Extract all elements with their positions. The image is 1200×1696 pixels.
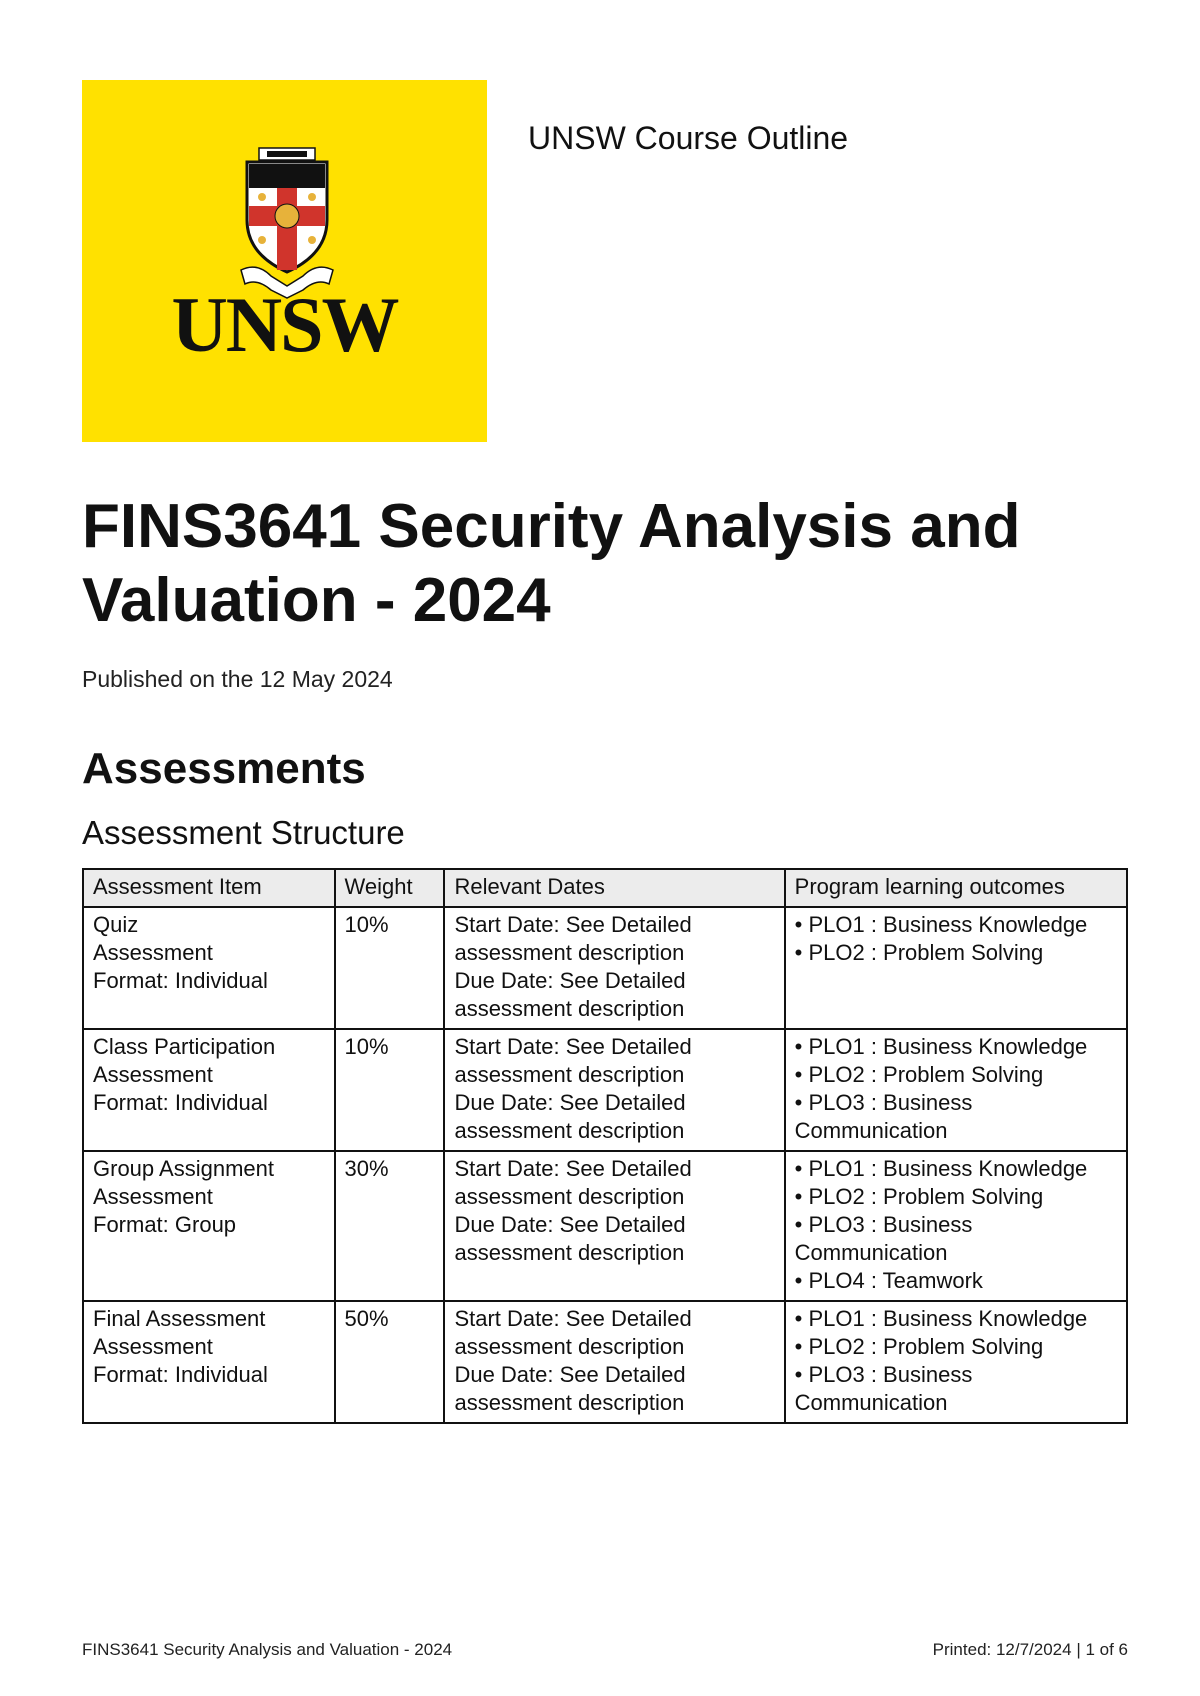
page-title: FINS3641 Security Analysis and Valuation - 2024 — [82, 492, 1021, 635]
cell-line: Format: Individual — [93, 1362, 268, 1387]
cell-line: Quiz — [93, 912, 139, 937]
table-row — [83, 1301, 1127, 1423]
cell-line: Format: Group — [93, 1212, 237, 1237]
logo-wordmark: UNSW — [171, 281, 398, 368]
footer-printed-info: Printed: 12/7/2024 | 1 of 6 — [932, 1640, 1128, 1659]
cell-line: • PLO4 : Teamwork — [794, 1268, 983, 1293]
table-row — [83, 1151, 1127, 1301]
weight-cell: 10% — [335, 907, 445, 1029]
cell-line: Communication — [794, 1390, 948, 1415]
dates-cell — [444, 1151, 784, 1301]
dates-cell — [444, 1029, 784, 1151]
column-header: Assessment Item — [83, 869, 335, 907]
cell-line: • PLO1 : Business Knowledge — [794, 1156, 1088, 1181]
cell-line: Due Date: See Detailed — [454, 1362, 686, 1387]
cell-line: • PLO2 : Problem Solving — [794, 1334, 1044, 1359]
cell-line: assessment description — [454, 1062, 685, 1087]
table-header-row — [83, 869, 1127, 907]
cell-line: assessment description — [454, 1390, 685, 1415]
outcomes-cell — [785, 1151, 1127, 1301]
cell-line: assessment description — [454, 1240, 685, 1265]
cell-line: Class Participation — [93, 1034, 276, 1059]
course-outline-label: UNSW Course Outline — [528, 120, 849, 156]
cell-line: • PLO1 : Business Knowledge — [794, 1034, 1088, 1059]
weight-cell: 10% — [335, 1029, 445, 1151]
cell-line: assessment description — [454, 996, 685, 1021]
assessment-item-cell — [83, 1029, 335, 1151]
cell-line: Final Assessment — [93, 1306, 266, 1331]
cell-line: Due Date: See Detailed — [454, 1090, 686, 1115]
cell-line: • PLO2 : Problem Solving — [794, 940, 1044, 965]
cell-line: Communication — [794, 1240, 948, 1265]
cell-line: • PLO2 : Problem Solving — [794, 1184, 1044, 1209]
assessment-item-cell — [83, 1301, 335, 1423]
cell-line: Assessment — [93, 1062, 213, 1087]
cell-line: • PLO3 : Business — [794, 1212, 973, 1237]
table-row — [83, 1029, 1127, 1151]
cell-line: Assessment — [93, 1334, 213, 1359]
assessments-heading: Assessments — [82, 744, 366, 793]
cell-line: Start Date: See Detailed — [454, 1034, 692, 1059]
cell-line: assessment description — [454, 1334, 685, 1359]
assessment-table — [82, 868, 1128, 1424]
cell-line: • PLO2 : Problem Solving — [794, 1062, 1044, 1087]
cell-line: • PLO1 : Business Knowledge — [794, 1306, 1088, 1331]
cell-line: Due Date: See Detailed — [454, 1212, 686, 1237]
cell-line: • PLO3 : Business — [794, 1362, 973, 1387]
published-date: Published on the 12 May 2024 — [82, 666, 393, 692]
cell-line: Communication — [794, 1118, 948, 1143]
assessment-structure-heading: Assessment Structure — [82, 814, 405, 851]
cell-line: assessment description — [454, 1184, 685, 1209]
dates-cell — [444, 1301, 784, 1423]
cell-line: Format: Individual — [93, 968, 268, 993]
outcomes-cell — [785, 907, 1127, 1029]
crest-icon — [237, 142, 337, 302]
column-header: Weight — [335, 869, 445, 907]
table-row — [83, 907, 1127, 1029]
cell-line: • PLO1 : Business Knowledge — [794, 912, 1088, 937]
assessment-item-cell — [83, 1151, 335, 1301]
column-header: Relevant Dates — [444, 869, 784, 907]
cell-line: Start Date: See Detailed — [454, 1306, 692, 1331]
cell-line: Due Date: See Detailed — [454, 968, 686, 993]
cell-line: Format: Individual — [93, 1090, 268, 1115]
cell-line: assessment description — [454, 1118, 685, 1143]
cell-line: Group Assignment — [93, 1156, 274, 1181]
cell-line: Assessment — [93, 940, 213, 965]
weight-cell: 30% — [335, 1151, 445, 1301]
cell-line: Start Date: See Detailed — [454, 1156, 692, 1181]
cell-line: • PLO3 : Business — [794, 1090, 973, 1115]
cell-line: Start Date: See Detailed — [454, 912, 692, 937]
cell-line: Assessment — [93, 1184, 213, 1209]
dates-cell — [444, 907, 784, 1029]
footer-course-title: FINS3641 Security Analysis and Valuation - 2024 — [82, 1640, 453, 1659]
cell-line: assessment description — [454, 940, 685, 965]
weight-cell: 50% — [335, 1301, 445, 1423]
assessment-item-cell — [83, 907, 335, 1029]
outcomes-cell — [785, 1301, 1127, 1423]
column-header: Program learning outcomes — [785, 869, 1127, 907]
outcomes-cell — [785, 1029, 1127, 1151]
unsw-logo — [82, 80, 487, 442]
